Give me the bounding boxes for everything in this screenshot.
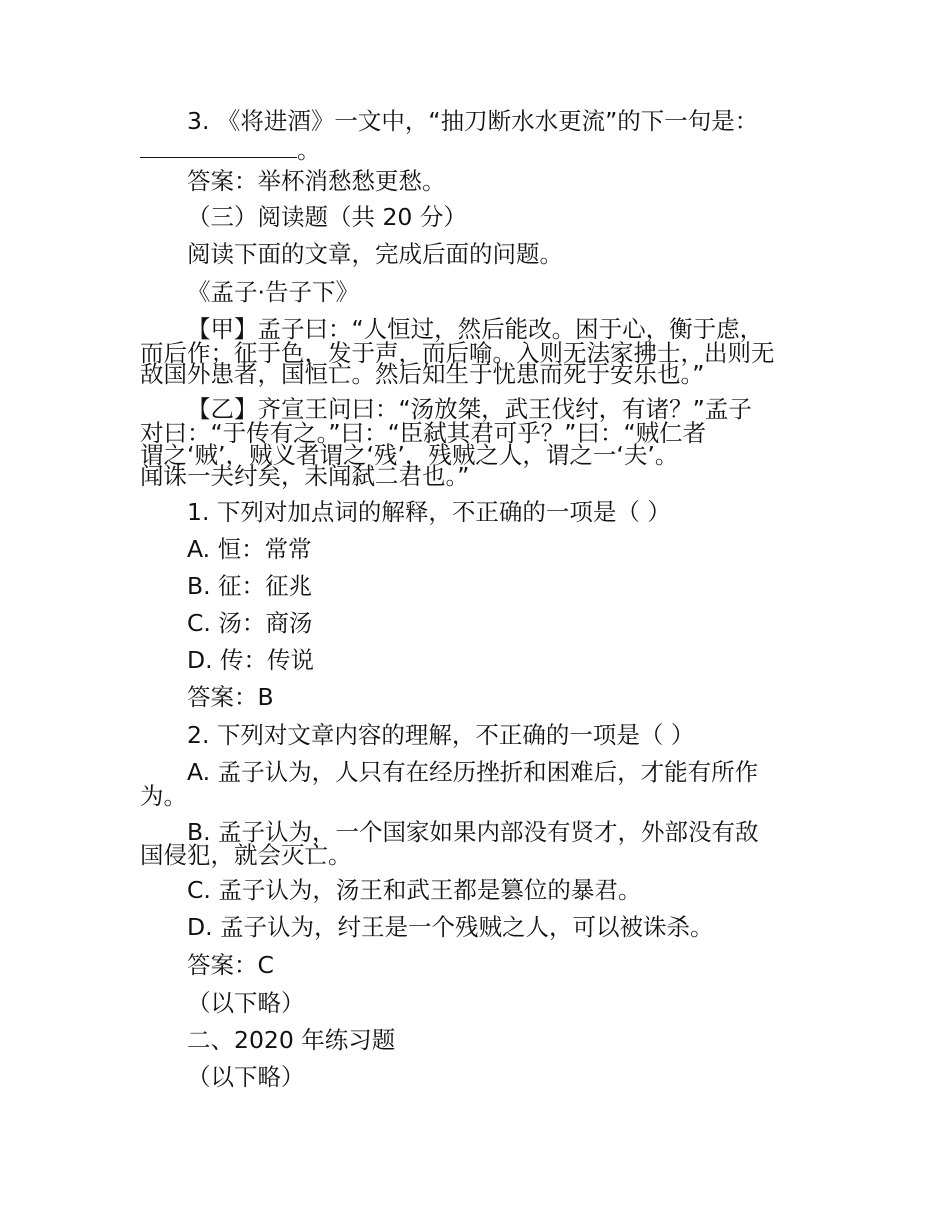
passage-yi-line: 【乙】齐宣王问曰：“汤放桀，武王伐纣，有诸？”孟子	[187, 395, 752, 423]
question-1-option: C. 汤：商汤	[187, 609, 313, 637]
passage-yi-line: 谓之‘贼’，贼义者谓之‘残’，残贼之人，谓之一‘夫’。	[140, 441, 679, 469]
question-3: 3. 《将进酒》一文中，“抽刀断水水更流”的下一句是：	[187, 107, 759, 135]
passage-jia-line: 敌国外患者，国恒亡。然后知生于忧患而死于安乐也。”	[140, 360, 705, 388]
answer-2: 答案：C	[187, 951, 274, 979]
answer-3: 答案：举杯消愁愁更愁。	[187, 167, 446, 195]
passage-jia-line: 【甲】孟子曰：“人恒过，然后能改。困于心，衡于虑，	[187, 315, 764, 343]
omitted-note: （以下略）	[187, 989, 305, 1017]
passage-yi-line: 闻诛一夫纣矣，未闻弑二君也。”	[140, 462, 470, 490]
passage-jia-line: 而后作；征于色，发于声，而后喻。入则无法家拂士，出则无	[140, 339, 775, 367]
answer-1: 答案：B	[187, 683, 274, 711]
section-heading-reading: （三）阅读题（共 20 分）	[187, 203, 467, 231]
passage-yi-line: 对曰：“于传有之。”曰：“臣弑其君可乎？”曰：“贼仁者	[140, 419, 707, 447]
question-2: 2. 下列对文章内容的理解，不正确的一项是（ ）	[187, 721, 695, 749]
question-1-option: B. 征：征兆	[187, 572, 313, 600]
question-1-option: D. 传：传说	[187, 646, 315, 674]
reading-instruction: 阅读下面的文章，完成后面的问题。	[187, 240, 563, 268]
source-title: 《孟子·告子下》	[187, 278, 359, 306]
answer-blank-line	[140, 137, 321, 163]
blank-end-mark: 。	[297, 136, 321, 164]
omitted-note: （以下略）	[187, 1063, 305, 1091]
section-heading-2020: 二、2020 年练习题	[187, 1026, 396, 1054]
fill-in-blank	[140, 139, 297, 158]
question-2-option-b-cont: 国侵犯，就会灭亡。	[140, 841, 352, 869]
question-2-option-d: D. 孟子认为，纣王是一个残贼之人，可以被诛杀。	[187, 913, 714, 941]
question-2-option-a: A. 孟子认为，人只有在经历挫折和困难后，才能有所作	[187, 758, 759, 786]
question-2-option-a-cont: 为。	[140, 782, 187, 810]
question-2-option-b: B. 孟子认为，一个国家如果内部没有贤才，外部没有敌	[187, 818, 759, 846]
question-2-option-c: C. 孟子认为，汤王和武王都是篡位的暴君。	[187, 876, 642, 904]
question-1-option: A. 恒：常常	[187, 535, 312, 563]
question-1: 1. 下列对加点词的解释，不正确的一项是（ ）	[187, 498, 671, 526]
